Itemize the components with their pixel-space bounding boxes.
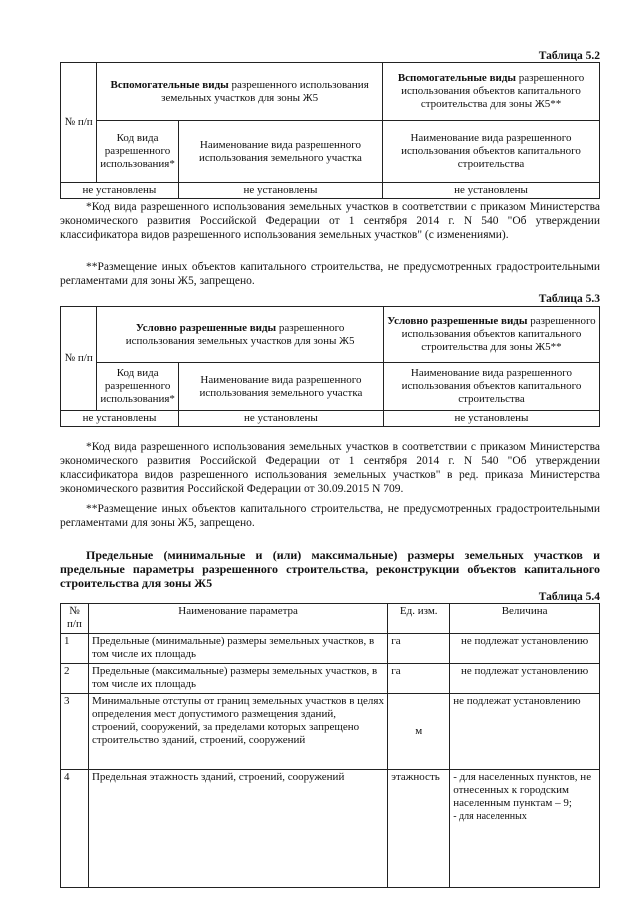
num-header: № п/п (61, 63, 97, 183)
placement-footnote: **Размещение иных объектов капитального строительства, не предусмотренных градостроительными регламентами для зоны Ж5, запрещено. (60, 261, 600, 287)
code-footnote: *Код вида разрешенного использования земельных участков в соответствии с приказом Министерства экономического развития Российской Федерации от 1 сентября 2014 г. N 540 "Об утверждении классификатора видов разрешенного использования земельных участков" в ред. приказа Министерства экономического развития Российской Федерации от 30.09.2015 N 709. (60, 441, 600, 495)
value-column-header: Величина (450, 604, 600, 634)
row-number: 2 (61, 664, 89, 694)
value-line-extra: - для населенных (453, 811, 527, 822)
param-value (450, 770, 600, 888)
capital-name-column-header: Наименование вида разрешенного использования объектов капитального строительства (383, 121, 600, 183)
table-5-2 (60, 62, 600, 199)
table-cell: не установлены (383, 183, 600, 199)
capital-header-rest: разрешенного использования объектов капитального строительства для зоны Ж5** (401, 72, 585, 110)
table-row (61, 770, 600, 888)
param-value: не подлежат установлению (450, 634, 600, 664)
capital-header-bold: Вспомогательные виды (397, 72, 516, 84)
land-use-header-bold: Условно разрешенные виды (135, 321, 277, 334)
table-row (61, 664, 600, 694)
capital-header-rest: разрешенного использования объектов капитального строительства для зоны Ж5** (401, 315, 596, 353)
capital-header (383, 63, 600, 121)
code-footnote: *Код вида разрешенного использования земельных участков в соответствии с приказом Министерства экономического развития Российской Федерации от 1 сентября 2014 г. N 540 "Об утверждении классификатора видов разрешенного использования земельных участков" (с изменениями). (60, 201, 600, 241)
land-use-header-rest: разрешенного использования земельных участков для зоны Ж5 (125, 321, 355, 347)
land-name-column-header: Наименование вида разрешенного использования земельного участка (178, 121, 382, 183)
table-5-2-caption: Таблица 5.2 (538, 50, 600, 62)
param-value: не подлежат установлению (450, 664, 600, 694)
unit-value: м (388, 694, 450, 770)
value-line: - для населенных пунктов, не отнесенных к городским населенным пунктам – 9; (453, 771, 592, 809)
table-5-3 (60, 306, 600, 427)
row-number: 3 (61, 694, 89, 770)
unit-column-header: Ед. изм. (388, 604, 450, 634)
unit-value: га (388, 634, 450, 664)
land-use-header (97, 63, 383, 121)
param-name: Предельные (максимальные) размеры земельных участков, в том числе их площадь (88, 664, 387, 694)
num-column-header: № п/п (61, 604, 89, 634)
unit-value: этажность (388, 770, 450, 888)
placement-footnote: **Размещение иных объектов капитального строительства, не предусмотренных градостроительными регламентами для зоны Ж5, запрещено. (60, 503, 600, 529)
param-value: не подлежат установлению (450, 694, 600, 770)
param-name: Предельная этажность зданий, строений, сооружений (88, 770, 387, 888)
capital-name-column-header: Наименование вида разрешенного использования объектов капитального строительства (383, 363, 599, 411)
param-column-header: Наименование параметра (88, 604, 387, 634)
row-number: 4 (61, 770, 89, 888)
table-cell: не установлены (61, 183, 179, 199)
table-row (61, 694, 600, 770)
section-heading: Предельные (минимальные и (или) максимальные) размеры земельных участков и предельные параметры разрешенного строительства, реконструкции объектов капитального строительства для зоны Ж5 (60, 548, 600, 590)
capital-header-bold: Условно разрешенные виды (387, 315, 528, 327)
capital-header (383, 307, 599, 363)
row-number: 1 (61, 634, 89, 664)
table-row (61, 634, 600, 664)
unit-value: га (388, 664, 450, 694)
table-5-4-caption: Таблица 5.4 (538, 591, 600, 603)
land-name-column-header: Наименование вида разрешенного использования земельного участка (178, 363, 383, 411)
table-cell: не установлены (61, 411, 179, 427)
param-name: Минимальные отступы от границ земельных участков в целях определения мест допустимого размещения зданий, строений, сооружений, за пределами которых запрещено строительство зданий, строений, сооружений (88, 694, 387, 770)
table-cell: не установлены (178, 183, 382, 199)
table-5-4 (60, 603, 600, 888)
table-5-3-caption: Таблица 5.3 (538, 293, 600, 305)
table-cell: не установлены (383, 411, 599, 427)
code-column-header: Код вида разрешенного использования* (97, 363, 179, 411)
land-use-header-bold: Вспомогательные виды (110, 78, 229, 91)
land-use-header (97, 307, 384, 363)
num-header: № п/п (61, 307, 97, 411)
param-name: Предельные (минимальные) размеры земельных участков, в том числе их площадь (88, 634, 387, 664)
table-cell: не установлены (178, 411, 383, 427)
land-use-header-rest: разрешенного использования земельных участков для зоны Ж5 (161, 78, 369, 104)
code-column-header: Код вида разрешенного использования* (97, 121, 179, 183)
